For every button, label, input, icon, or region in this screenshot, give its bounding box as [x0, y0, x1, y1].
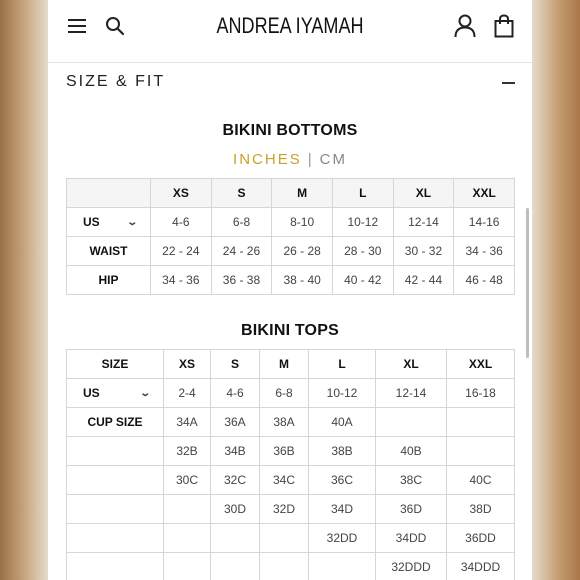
table-cell — [447, 437, 515, 466]
table-cell: 36B — [260, 437, 309, 466]
table-cell: 34C — [260, 466, 309, 495]
size-header: XL — [376, 350, 447, 379]
table-row — [67, 437, 515, 466]
table-cell: 32B — [164, 437, 211, 466]
bikini-tops-title: BIKINI TOPS — [241, 322, 339, 339]
page — [48, 0, 532, 580]
table-cell — [67, 524, 164, 553]
bottoms-size-table — [66, 178, 515, 295]
unit-separator: | — [307, 151, 314, 168]
size-header: XXL — [454, 179, 515, 208]
table-cell: 2-4 — [164, 379, 211, 408]
size-header: S — [211, 350, 260, 379]
table-cell — [67, 553, 164, 580]
table-cell: 40B — [376, 437, 447, 466]
table-row — [67, 524, 515, 553]
table-cell: 38A — [260, 408, 309, 437]
size-header: L — [309, 350, 376, 379]
row-header: WAIST — [67, 237, 151, 266]
table-cell: 36 - 38 — [211, 266, 272, 295]
table-row — [67, 208, 515, 237]
region-select-label: US — [83, 386, 100, 400]
table-cell: 36D — [376, 495, 447, 524]
table-cell: 6-8 — [211, 208, 272, 237]
table-cell — [164, 524, 211, 553]
table-cell — [67, 495, 164, 524]
table-cell: 36A — [211, 408, 260, 437]
table-cell: 14-16 — [454, 208, 515, 237]
table-cell: 34DD — [376, 524, 447, 553]
table-cell: 38B — [309, 437, 376, 466]
table-row — [67, 266, 515, 295]
table-cell: 10-12 — [332, 208, 393, 237]
table-cell: 24 - 26 — [211, 237, 272, 266]
size-fit-heading[interactable]: SIZE & FIT — [66, 73, 166, 90]
menu-icon[interactable] — [68, 19, 86, 33]
table-cell: 34A — [164, 408, 211, 437]
chevron-down-icon: ⌄ — [138, 387, 151, 399]
table-cell — [309, 553, 376, 580]
table-cell — [376, 408, 447, 437]
table-cell: 32D — [260, 495, 309, 524]
table-cell: 8-10 — [272, 208, 333, 237]
size-header: L — [332, 179, 393, 208]
tops-size-table — [66, 349, 515, 580]
table-cell: 4-6 — [151, 208, 212, 237]
table-row — [67, 237, 515, 266]
table-cell: 12-14 — [393, 208, 454, 237]
table-cell: 38C — [376, 466, 447, 495]
table-cell — [211, 524, 260, 553]
table-cell: 32DD — [309, 524, 376, 553]
table-row — [67, 553, 515, 580]
size-header: XS — [151, 179, 212, 208]
unit-toggle — [48, 151, 532, 168]
table-cell: 42 - 44 — [393, 266, 454, 295]
bag-icon[interactable] — [494, 14, 514, 38]
table-cell: 36DD — [447, 524, 515, 553]
table-cell — [67, 466, 164, 495]
brand-logo[interactable]: ANDREA IYAMAH — [216, 13, 364, 38]
table-cell: 34B — [211, 437, 260, 466]
table-row — [67, 379, 515, 408]
table-cell: 6-8 — [260, 379, 309, 408]
table-row — [67, 495, 515, 524]
table-cell: 40A — [309, 408, 376, 437]
size-header: XS — [164, 350, 211, 379]
table-row — [67, 350, 515, 379]
table-cell: 4-6 — [211, 379, 260, 408]
table-cell: 34D — [309, 495, 376, 524]
table-cell: 40 - 42 — [332, 266, 393, 295]
table-cell: 34 - 36 — [454, 237, 515, 266]
table-cell — [260, 553, 309, 580]
table-cell: 10-12 — [309, 379, 376, 408]
scrollbar[interactable] — [526, 208, 529, 358]
table-cell: 16-18 — [447, 379, 515, 408]
row-header: HIP — [67, 266, 151, 295]
table-cell: 30D — [211, 495, 260, 524]
region-select-label: US — [83, 215, 100, 229]
table-cell: 22 - 24 — [151, 237, 212, 266]
chevron-down-icon: ⌄ — [125, 216, 138, 228]
region-select[interactable] — [67, 208, 151, 237]
table-cell: 36C — [309, 466, 376, 495]
size-header: S — [211, 179, 272, 208]
table-cell: 26 - 28 — [272, 237, 333, 266]
account-icon[interactable] — [454, 14, 476, 38]
table-cell: 30C — [164, 466, 211, 495]
table-row — [67, 466, 515, 495]
site-header — [48, 0, 532, 63]
table-cell — [164, 553, 211, 580]
table-cell: 28 - 30 — [332, 237, 393, 266]
size-header: M — [272, 179, 333, 208]
table-cell: 40C — [447, 466, 515, 495]
table-cell — [260, 524, 309, 553]
bikini-bottoms-title: BIKINI BOTTOMS — [222, 122, 358, 139]
table-cell: 32DDD — [376, 553, 447, 580]
table-row — [67, 408, 515, 437]
table-cell — [67, 437, 164, 466]
table-cell — [164, 495, 211, 524]
table-cell — [211, 553, 260, 580]
collapse-icon[interactable] — [502, 82, 515, 84]
size-column-header: SIZE — [67, 350, 164, 379]
table-cell: 34DDD — [447, 553, 515, 580]
table-cell: 12-14 — [376, 379, 447, 408]
table-cell: 46 - 48 — [454, 266, 515, 295]
table-cell: 34 - 36 — [151, 266, 212, 295]
table-cell — [447, 408, 515, 437]
size-header: XXL — [447, 350, 515, 379]
size-header: XL — [393, 179, 454, 208]
table-cell: 32C — [211, 466, 260, 495]
size-header: M — [260, 350, 309, 379]
unit-cm[interactable]: CM — [319, 151, 347, 168]
table-cell: 38D — [447, 495, 515, 524]
table-corner-cell — [67, 179, 151, 208]
unit-inches[interactable]: INCHES — [233, 151, 302, 168]
region-select[interactable] — [67, 379, 164, 408]
table-row — [67, 179, 515, 208]
row-header: CUP SIZE — [67, 408, 164, 437]
table-cell: 30 - 32 — [393, 237, 454, 266]
table-cell: 38 - 40 — [272, 266, 333, 295]
